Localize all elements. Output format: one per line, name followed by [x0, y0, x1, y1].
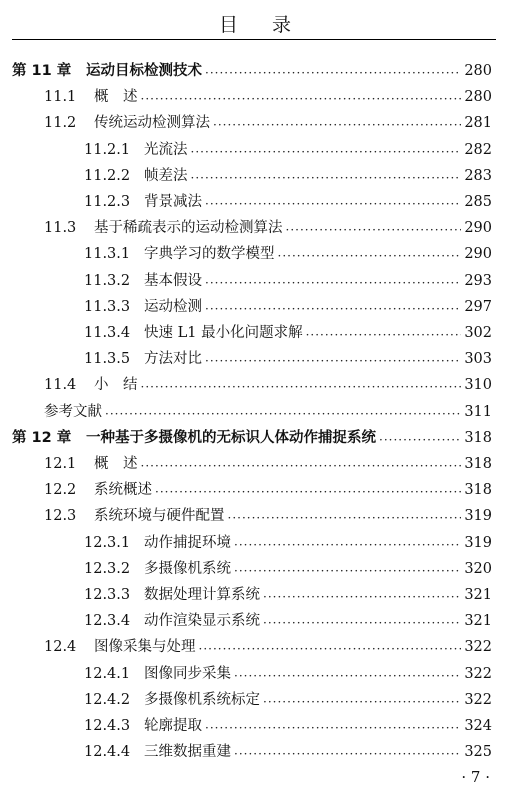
dot-leader: [141, 378, 462, 396]
toc-subsection-row[interactable]: [84, 558, 492, 580]
dot-leader: [205, 64, 461, 82]
toc-entry-title: 帧差法: [144, 167, 188, 184]
dot-leader: [263, 588, 461, 606]
toc-entry-label: [12, 60, 202, 82]
toc-entry-page: 318: [464, 429, 492, 446]
toc-entry-number: 11.3.3: [84, 298, 131, 315]
toc-subsection-row[interactable]: [84, 165, 492, 187]
toc-entry-label: [84, 348, 202, 370]
toc-entry-number: 11.3: [44, 220, 77, 237]
toc-entry-page: 318: [464, 482, 492, 499]
toc-entry-label: [12, 427, 376, 449]
toc-entry-number: 11.2: [44, 115, 77, 132]
toc-entry-page: 290: [464, 246, 492, 263]
toc-entry-number: 第 12 章: [12, 429, 72, 446]
toc-entry-number: 12.3.4: [84, 613, 131, 630]
toc-section-row[interactable]: [44, 505, 492, 527]
toc-entry-page: 282: [464, 141, 492, 158]
toc-section-row[interactable]: [44, 112, 492, 134]
toc-entry-title: 三维数据重建: [144, 744, 231, 761]
toc-entry-label: [84, 689, 260, 711]
toc-chapter-row[interactable]: [12, 427, 492, 449]
toc-entry-number: 12.4.2: [84, 691, 131, 708]
toc-section-row[interactable]: [44, 86, 492, 108]
toc-entry-page: 318: [464, 456, 492, 472]
toc-subsection-row[interactable]: [84, 270, 492, 292]
toc-entry-number: 12.3.2: [84, 560, 131, 577]
toc-entry-number: 11.4: [44, 377, 77, 394]
toc-entry-page: 322: [464, 665, 492, 682]
dot-leader: [263, 693, 461, 711]
toc-entry-label: [84, 741, 231, 763]
toc-entry-label: [84, 165, 188, 187]
toc-entry-title: 动作渲染显示系统: [144, 613, 260, 630]
toc-entry-label: [44, 217, 283, 239]
dot-leader: [234, 745, 461, 763]
toc-entry-number: 12.4.1: [84, 665, 131, 682]
toc-section-row[interactable]: [44, 479, 492, 501]
toc-entry-page: 280: [464, 63, 492, 79]
dot-leader: [228, 509, 462, 527]
toc-entry-title: 基于稀疏表示的运动检测算法: [94, 220, 283, 237]
toc-entry-label: [84, 243, 275, 265]
toc-entry-title: 参考文献: [44, 403, 102, 420]
toc-entry-title: 概 述: [94, 456, 138, 472]
toc-entry-title: 小 结: [94, 377, 138, 394]
toc-entry-page: 322: [464, 639, 492, 656]
toc-entry-label: [84, 715, 202, 737]
toc-entry-title: 轮廓提取: [144, 718, 202, 734]
dot-leader: [278, 247, 462, 265]
toc-entry-number: 12.4: [44, 639, 77, 656]
toc-entry-number: 12.3.3: [84, 587, 131, 603]
dot-leader: [141, 457, 462, 475]
toc-entry-page: 283: [464, 167, 492, 184]
toc-entry-title: 基本假设: [144, 272, 202, 289]
toc-section-row[interactable]: [44, 401, 492, 423]
toc-entry-number: 12.4.3: [84, 718, 131, 734]
toc-entry-title: 光流法: [144, 141, 188, 158]
dot-leader: [286, 221, 462, 239]
toc-entry-title: 概 述: [94, 89, 138, 106]
toc-entry-number: 12.3.1: [84, 534, 131, 551]
toc-entry-page: 321: [464, 613, 492, 630]
toc-entry-page: 311: [464, 403, 492, 420]
toc-subsection-row[interactable]: [84, 663, 492, 685]
page-title: 目 录: [218, 14, 306, 36]
toc-entry-title: 多摄像机系统标定: [144, 691, 260, 708]
toc-entry-page: 285: [464, 194, 492, 210]
toc-entry-title: 系统概述: [94, 482, 152, 499]
toc-entry-page: 319: [464, 508, 492, 525]
dot-leader: [234, 536, 461, 554]
dot-leader: [234, 562, 461, 580]
toc-entry-page: 280: [464, 89, 492, 106]
toc-subsection-row[interactable]: [84, 296, 492, 318]
toc-entry-label: [84, 270, 202, 292]
toc-section-row[interactable]: [44, 453, 492, 475]
toc-entry-label: [84, 139, 188, 161]
toc-entry-title: 动作捕捉环境: [144, 534, 231, 551]
toc-entry-title: 字典学习的数学模型: [144, 246, 275, 263]
toc-entry-label: [84, 296, 202, 318]
toc-entry-title: 图像采集与处理: [94, 639, 196, 656]
toc-entry-number: 12.4.4: [84, 744, 131, 761]
toc-subsection-row[interactable]: [84, 243, 492, 265]
toc-entry-page: 321: [464, 587, 492, 603]
toc-section-row[interactable]: [44, 217, 492, 239]
toc-entry-title: 传统运动检测算法: [94, 115, 210, 132]
toc-entry-number: 12.2: [44, 482, 77, 499]
toc-subsection-row[interactable]: [84, 741, 492, 763]
toc-entry-label: [84, 322, 303, 344]
dot-leader: [213, 116, 461, 134]
toc-entry-number: 11.2.1: [84, 141, 131, 158]
dot-leader: [199, 640, 462, 658]
toc-entry-title: 数据处理计算系统: [144, 587, 260, 603]
dot-leader: [205, 274, 461, 292]
dot-leader: [205, 195, 461, 213]
toc-entry-page: 302: [464, 325, 492, 341]
toc-entry-label: [84, 610, 260, 632]
toc-entry-label: [84, 584, 260, 606]
dot-leader: [205, 300, 461, 318]
toc-entry-number: 11.3.5: [84, 351, 131, 368]
dot-leader: [379, 431, 461, 449]
toc-chapter-row[interactable]: [12, 60, 492, 82]
dot-leader: [155, 483, 461, 501]
toc-section-row[interactable]: [44, 636, 492, 658]
toc-entry-title: 方法对比: [144, 351, 202, 368]
toc-entry-title: 背景减法: [144, 194, 202, 210]
toc-entry-label: [44, 636, 196, 658]
toc-entry-page: 322: [464, 691, 492, 708]
toc-entry-page: 303: [464, 351, 492, 368]
toc-entry-page: 324: [464, 718, 492, 734]
toc-entry-label: [44, 86, 138, 108]
toc-entry-page: 310: [464, 377, 492, 394]
toc-subsection-row[interactable]: [84, 139, 492, 161]
toc-subsection-row[interactable]: [84, 689, 492, 711]
toc-entry-label: [44, 112, 210, 134]
toc-entry-title: 运动检测: [144, 298, 202, 315]
toc-entry-label: [84, 191, 202, 213]
toc-entry-label: [44, 505, 225, 527]
toc-entry-number: 11.2.2: [84, 167, 131, 184]
toc-subsection-row[interactable]: [84, 610, 492, 632]
toc-entry-title: 快速 L1 最小化问题求解: [144, 325, 303, 341]
toc-entry-title: 系统环境与硬件配置: [94, 508, 225, 525]
toc-subsection-row[interactable]: [84, 191, 492, 213]
dot-leader: [263, 614, 461, 632]
dot-leader: [306, 326, 462, 344]
dot-leader: [191, 169, 462, 187]
dot-leader: [105, 405, 461, 423]
toc-entry-label: [84, 558, 231, 580]
toc-entry-label: [44, 374, 138, 396]
toc-entry-number: 第 11 章: [12, 63, 72, 79]
toc-entry-number: 11.1: [44, 89, 77, 106]
toc-entry-title: 多摄像机系统: [144, 560, 231, 577]
toc-entry-label: [44, 479, 152, 501]
page-number: · 7 ·: [461, 768, 490, 786]
dot-leader: [205, 719, 461, 737]
toc-entry-number: 11.3.2: [84, 272, 131, 289]
toc-entry-title: 图像同步采集: [144, 665, 231, 682]
toc-entry-title: 一种基于多摄像机的无标识人体动作捕捉系统: [86, 429, 376, 446]
toc-entry-number: 11.3.4: [84, 325, 131, 341]
dot-leader: [205, 352, 461, 370]
toc-entry-page: 293: [464, 272, 492, 289]
toc-subsection-row[interactable]: [84, 584, 492, 606]
toc-entry-number: 12.3: [44, 508, 77, 525]
toc-entry-number: 12.1: [44, 456, 77, 472]
toc-entry-page: 319: [464, 534, 492, 551]
toc-subsection-row[interactable]: [84, 322, 492, 344]
toc-section-row[interactable]: [44, 374, 492, 396]
dot-leader: [234, 667, 461, 685]
toc-entry-page: 290: [464, 220, 492, 237]
toc-entry-label: [84, 532, 231, 554]
toc-entry-label: [44, 401, 102, 423]
dot-leader: [141, 90, 462, 108]
toc-subsection-row[interactable]: [84, 532, 492, 554]
toc-entry-page: 320: [464, 560, 492, 577]
toc-entry-label: [44, 453, 138, 475]
header-rule: [12, 39, 496, 40]
toc-entry-number: 11.2.3: [84, 194, 131, 210]
toc-entry-page: 281: [464, 115, 492, 132]
toc-subsection-row[interactable]: [84, 715, 492, 737]
toc-entry-title: 运动目标检测技术: [86, 63, 202, 79]
dot-leader: [191, 143, 462, 161]
toc-entry-number: 11.3.1: [84, 246, 131, 263]
toc-entry-page: 325: [464, 744, 492, 761]
toc-entry-page: 297: [464, 298, 492, 315]
toc-subsection-row[interactable]: [84, 348, 492, 370]
toc-entry-label: [84, 663, 231, 685]
